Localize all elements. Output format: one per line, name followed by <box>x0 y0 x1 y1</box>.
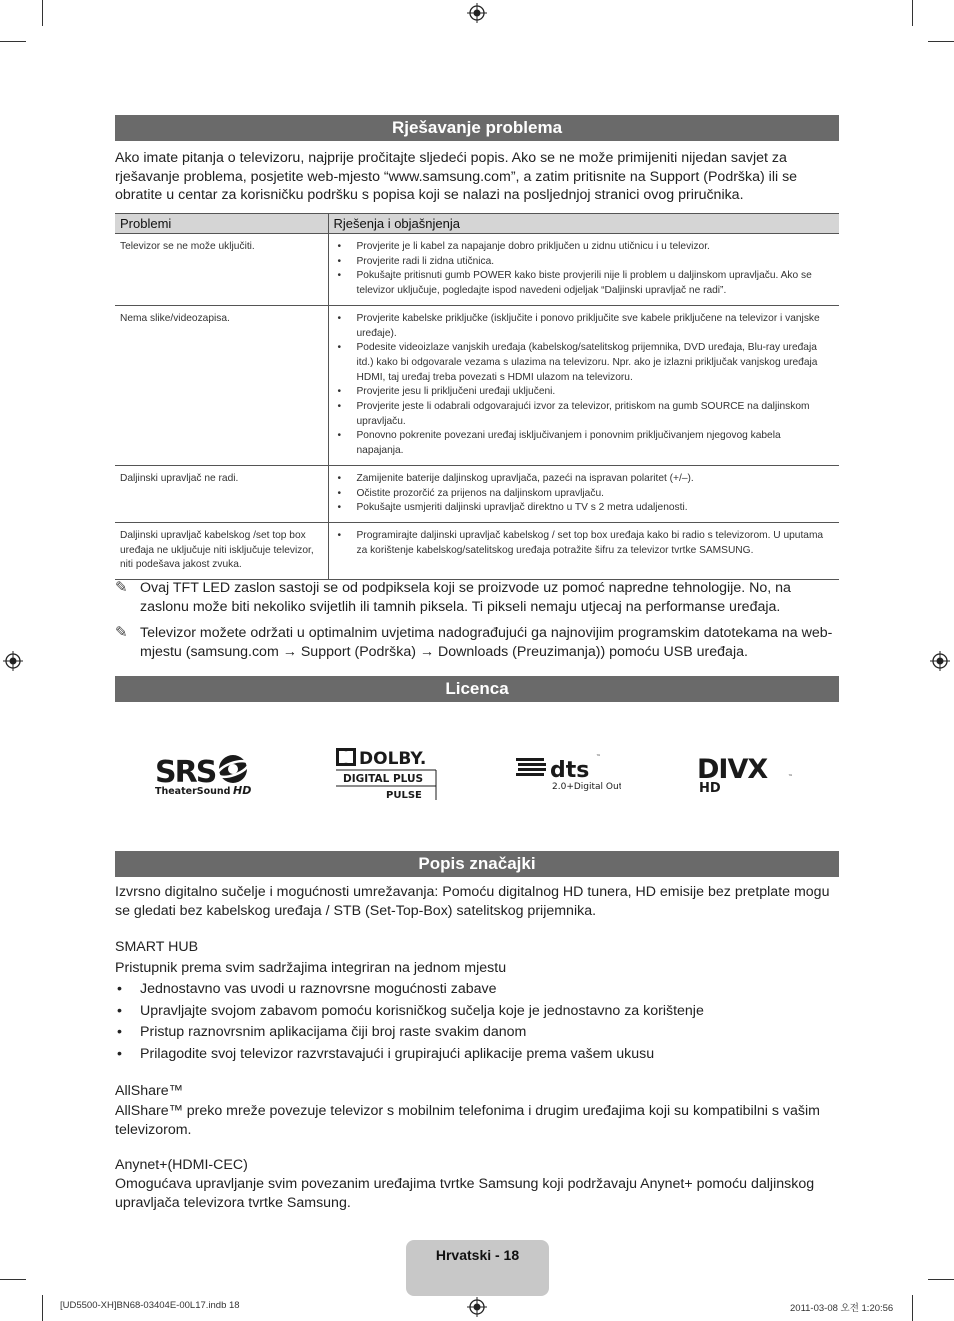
solution-item: • Podesite videoizlaze vanjskih uređaja (kabelskog/satelitskog prijemnika, DVD uređaja, Blu-ray uređaja itd.) kako bi odgovarale vezama s ulazima na televizoru. Npr. ako je izlazni priključak vanjskog uređaja HDMI, taj uređaj treba povezati s HDMI ulazom na televizoru. <box>334 341 835 385</box>
anynet-desc: Omogućava upravljanje svim povezanim uređajima tvrtke Samsung koji podržavaju Anynet+ pomoću daljinskog upravljača televizora tvrtke Samsung. <box>115 1176 815 1211</box>
crop-mark <box>42 1295 43 1321</box>
note-firmware-update <box>115 624 839 661</box>
dts-digital-out-logo <box>516 752 621 794</box>
problem-cell: Televizor se ne može uključiti. <box>115 234 328 306</box>
list-item: • Prilagodite svoj televizor razvrstavajući i grupirajući aplikacije prema vašem ukusu <box>115 1045 839 1067</box>
crop-mark <box>928 41 954 42</box>
pencil-icon: ✎ <box>115 579 128 596</box>
srs-theatersound-hd-logo <box>155 750 260 800</box>
solution-item: • Ponovno pokrenite povezani uređaj isključivanjem i ponovnim priključivanjem njegovog kabela napajanja. <box>334 429 835 458</box>
problem-cell: Daljinski upravljač ne radi. <box>115 465 328 522</box>
table-row <box>115 465 839 522</box>
dts-subtitle: 2.0+Digital Out <box>552 782 621 792</box>
srs-word: SRS <box>155 755 216 790</box>
dolby-digital-plus-pulse-logo <box>336 748 441 803</box>
problems-table <box>115 213 839 580</box>
smart-hub-heading: SMART HUB <box>115 939 199 955</box>
crop-mark <box>912 1295 913 1321</box>
registration-mark-icon <box>467 1297 487 1317</box>
dolby-line2: PULSE <box>386 790 422 801</box>
solution-item: • Programirajte daljinski upravljač kabelskog / set top box uređaja kako bi radio s televizorom. U uputama za korištenje kabelskog/satelitskog uređaja potražite šifru za televizor tvrtke SAMSUNG. <box>334 529 835 558</box>
solution-item: • Provjerite radi li zidna utičnica. <box>334 255 835 270</box>
table-row <box>115 305 839 465</box>
solution-item: • Očistite prozorčić za prijenos na daljinskom upravljaču. <box>334 487 835 502</box>
dolby-word: DOLBY. <box>359 749 427 769</box>
section-title-features: Popis značajki <box>115 851 839 877</box>
troubleshooting-intro: Ako imate pitanja o televizoru, najprije pročitajte sljedeći popis. Ako se ne može primijeniti nijedan savjet za rješavanje problema, posjetite web-mjesto “www.samsung.com”, a zatim pritisnite na Support (Podrška) ili se obratite u centar za korisničku podršku s popisa koji se nalazi na posljednjoj stranici ovog priručnika. <box>115 150 798 203</box>
features-intro: Izvrsno digitalno sučelje i mogućnosti umrežavanja: Pomoću digitalnog HD tunera, HD emisije bez pretplate mogu se gledati bez kabelskog uređaja / STB (Set-Top-Box) satelitskog prijemnika. <box>115 884 830 919</box>
page-number-tab <box>406 1240 549 1296</box>
page-label: Hrvatski - 18 <box>435 1247 520 1263</box>
column-header-solutions: Rješenja i objašnjenja <box>328 214 839 234</box>
divx-tm: ™ <box>788 774 793 780</box>
solution-item: • Pokušajte pritisnuti gumb POWER kako biste provjerili nije li problem u daljinskom upravljaču. Ako se televizor uključuje, pogledajte ispod navedeni odjeljak “Daljinski upravljač ne radi”. <box>334 269 835 298</box>
problem-cell: Nema slike/videozapisa. <box>115 305 328 465</box>
table-header-row <box>115 214 839 234</box>
note-tft-pixels <box>115 579 839 616</box>
solution-item: • Zamijenite baterije daljinskog upravljača, pazeći na ispravan polaritet (+/–). <box>334 472 835 487</box>
divx-hd: HD <box>699 781 721 796</box>
srs-hd: HD <box>233 784 252 797</box>
smart-hub-list <box>115 980 839 1066</box>
divx-word: DIVX <box>697 754 768 785</box>
problem-cell: Daljinski upravljač kabelskog /set top box uređaja ne uključuje niti isključuje televizor, niti podešava jakost zvuka. <box>115 522 328 579</box>
registration-mark-icon <box>467 3 487 23</box>
list-item: • Pristup raznovrsnim aplikacijama čiji broj raste svakim danom <box>115 1023 839 1045</box>
crop-mark <box>912 0 913 26</box>
section-title-license: Licenca <box>115 676 839 702</box>
column-header-problems: Problemi <box>115 214 328 234</box>
crop-mark <box>0 1279 26 1280</box>
solution-item: • Provjerite jeste li odabrali odgovarajući izvor za televizor, pritiskom na gumb SOURCE na daljinskom upravljaču. <box>334 400 835 429</box>
note-text: Ovaj TFT LED zaslon sastoji se od podpiksela koji se proizvode uz pomoć napredne tehnologije. No, na zaslonu može biti nekoliko svijetlih ili tamnih piksela. Ti pikseli nemaju utjecaj na performanse uređaja. <box>140 580 791 615</box>
anynet-heading: Anynet+(HDMI-CEC) <box>115 1157 248 1173</box>
solution-cell <box>328 522 839 579</box>
smart-hub-desc: Pristupnik prema svim sadržajima integriran na jednom mjestu <box>115 960 507 976</box>
registration-mark-icon <box>930 651 950 671</box>
section-title-troubleshooting: Rješavanje problema <box>115 115 839 141</box>
registration-mark-icon <box>3 651 23 671</box>
solution-cell <box>328 465 839 522</box>
allshare-desc: AllShare™ preko mreže povezuje televizor s mobilnim telefonima i drugim uređajima koji su kompatibilni s vašim televizorom. <box>115 1103 820 1138</box>
table-row <box>115 522 839 579</box>
srs-subtitle: TheaterSound <box>155 786 231 797</box>
divx-hd-logo <box>697 752 802 797</box>
list-item: • Upravljajte svojom zabavom pomoću korisničkog sučelja koje je jednostavno za korištenje <box>115 1002 839 1024</box>
solution-item: • Provjerite je li kabel za napajanje dobro priključen u zidnu utičnicu i u televizor. <box>334 240 835 255</box>
table-row <box>115 234 839 306</box>
print-file-info: [UD5500-XH]BN68-03404E-00L17.indb 18 <box>60 1300 240 1311</box>
dolby-line1: DIGITAL PLUS <box>343 773 424 785</box>
solution-item: • Pokušajte usmjeriti daljinski upravljač direktno u TV s 2 metra udaljenosti. <box>334 501 835 516</box>
pencil-icon: ✎ <box>115 624 128 641</box>
solution-cell <box>328 234 839 306</box>
list-item: • Jednostavno vas uvodi u raznovrsne mogućnosti zabave <box>115 980 839 1002</box>
dts-word: dts <box>550 758 590 783</box>
solution-item: • Provjerite kabelske priključke (isključite i ponovo priključite sve kabele priključene na televizor i vanjske uređaje). <box>334 312 835 341</box>
print-date-info: 2011-03-08 오전 1:20:56 <box>790 1303 894 1314</box>
crop-mark <box>0 41 26 42</box>
solution-cell <box>328 305 839 465</box>
solution-item: • Provjerite jesu li priključeni uređaji uključeni. <box>334 385 835 400</box>
allshare-heading: AllShare™ <box>115 1083 183 1099</box>
crop-mark <box>42 0 43 26</box>
note-text: Televizor možete održati u optimalnim uvjetima nadograđujući ga najnovijim programskim datotekama na web-mjestu (samsung.com → Support (Podrška) → Downloads (Preuzimanja)) pomoću USB uređaja. <box>140 625 833 660</box>
dts-tm: ™ <box>596 754 601 760</box>
crop-mark <box>928 1279 954 1280</box>
